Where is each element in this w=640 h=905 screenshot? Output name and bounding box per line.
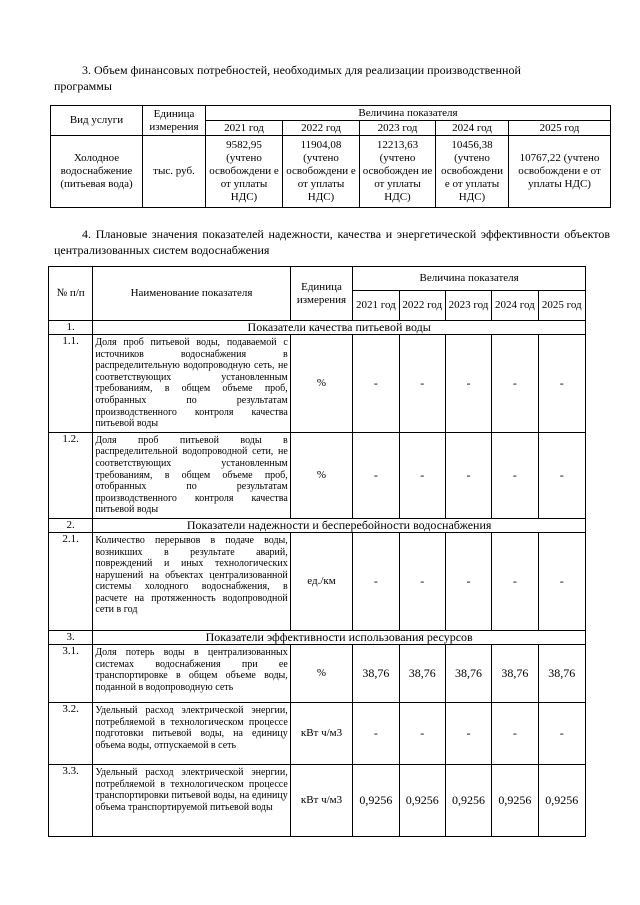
value-cell: 38,76 (445, 644, 491, 702)
unit-cell: % (290, 335, 352, 433)
value-cell: - (492, 335, 538, 433)
indicator-name: Удельный расход электрической энергии, потребляемой в технологическом процессе транспортировки питьевой воды, на единицу объема транспортируемой питьевой воды (93, 764, 290, 836)
financial-needs-table (50, 105, 611, 208)
group-num: 1. (49, 321, 93, 335)
year-header: 2022 год (283, 121, 360, 136)
unit-cell: % (290, 432, 352, 518)
value-cell: 38,76 (399, 644, 445, 702)
row-num: 2.1. (49, 532, 93, 630)
section3-title-line1: 3. Объем финансовых потребностей, необходимых для реализации производственной (82, 63, 521, 77)
value-cell: - (492, 702, 538, 764)
value-cell: - (353, 432, 399, 518)
value-cell: - (445, 702, 491, 764)
group-title: Показатели эффективности использования ресурсов (93, 630, 586, 644)
value-cell: - (399, 432, 445, 518)
value-cell: - (538, 532, 585, 630)
value-cell: - (538, 702, 585, 764)
value-cell: - (538, 335, 585, 433)
value-cell: 11904,08 (учтено освобождени е от уплаты НДС) (283, 136, 360, 208)
col-unit-header: Единица измерения (290, 267, 352, 321)
col-unit-header: Единица измерения (143, 106, 206, 136)
section4-title: 4. Плановые значения показателей надежности, качества и энергетической эффективности объектов централизованных систем водоснабжения (54, 227, 610, 257)
col-value-header: Величина показателя (353, 267, 586, 291)
value-cell: - (445, 532, 491, 630)
indicator-name: Удельный расход электрической энергии, потребляемой в технологическом процессе подготовки питьевой воды, на единицу объема воды, отпускаемой в сеть (93, 702, 290, 764)
value-cell: 10456,38 (учтено освобождени е от уплаты НДС) (436, 136, 509, 208)
year-header: 2023 год (445, 291, 491, 321)
value-cell: 0,9256 (492, 764, 538, 836)
unit-cell: тыс. руб. (143, 136, 206, 208)
value-cell: - (399, 702, 445, 764)
year-header: 2021 год (206, 121, 283, 136)
service-cell: Холодное водоснабжение (питьевая вода) (51, 136, 143, 208)
group-num: 3. (49, 630, 93, 644)
value-cell: 38,76 (492, 644, 538, 702)
value-cell: - (492, 432, 538, 518)
indicator-name: Доля проб питьевой воды в распределительной водопроводной сети, не соответствующих установленным требованиям, в общем объеме проб, отобранных по результатам производственного контроля качества питьевой воды (93, 432, 290, 518)
value-cell: - (353, 702, 399, 764)
unit-cell: кВт ч/м3 (290, 702, 352, 764)
col-num-header: № п/п (49, 267, 93, 321)
value-cell: 0,9256 (399, 764, 445, 836)
row-num: 3.2. (49, 702, 93, 764)
value-cell: - (399, 532, 445, 630)
unit-cell: ед./км (290, 532, 352, 630)
value-cell: 0,9256 (353, 764, 399, 836)
unit-cell: кВт ч/м3 (290, 764, 352, 836)
value-cell: 10767,22 (учтено освобождени е от уплаты НДС) (509, 136, 611, 208)
year-header: 2022 год (399, 291, 445, 321)
value-cell: - (445, 432, 491, 518)
col-value-header: Величина показателя (206, 106, 611, 121)
indicators-table (48, 266, 586, 837)
col-name-header: Наименование показателя (93, 267, 290, 321)
value-cell: - (353, 335, 399, 433)
year-header: 2025 год (509, 121, 611, 136)
indicator-name: Доля потерь воды в централизованных системах водоснабжения при ее транспортировке в общем объеме воды, поданной в водопроводную сеть (93, 644, 290, 702)
value-cell: 0,9256 (538, 764, 585, 836)
value-cell: - (445, 335, 491, 433)
value-cell: - (492, 532, 538, 630)
indicator-name: Доля проб питьевой воды, подаваемой с источников водоснабжения в распределительную водопроводную сеть, не соответствующих установленным требованиям, в общем объеме проб, отобранных по результатам производственного контроля качества питьевой воды (93, 335, 290, 433)
row-num: 1.1. (49, 335, 93, 433)
row-num: 3.3. (49, 764, 93, 836)
group-title: Показатели надежности и бесперебойности водоснабжения (93, 518, 586, 532)
year-header: 2024 год (492, 291, 538, 321)
value-cell: 0,9256 (445, 764, 491, 836)
value-cell: - (399, 335, 445, 433)
section3-title (54, 62, 610, 94)
unit-cell: % (290, 644, 352, 702)
group-title: Показатели качества питьевой воды (93, 321, 586, 335)
value-cell: 12213,63 (учтено освобожден ие от уплаты НДС) (360, 136, 436, 208)
year-header: 2023 год (360, 121, 436, 136)
col-service-header: Вид услуги (51, 106, 143, 136)
value-cell: 38,76 (353, 644, 399, 702)
year-header: 2025 год (538, 291, 585, 321)
year-header: 2021 год (353, 291, 399, 321)
value-cell: - (538, 432, 585, 518)
group-num: 2. (49, 518, 93, 532)
row-num: 3.1. (49, 644, 93, 702)
row-num: 1.2. (49, 432, 93, 518)
section3-title-line2: программы (54, 79, 112, 93)
value-cell: 38,76 (538, 644, 585, 702)
year-header: 2024 год (436, 121, 509, 136)
value-cell: - (353, 532, 399, 630)
indicator-name: Количество перерывов в подаче воды, возникших в результате аварий, повреждений и иных технологических нарушений на объектах централизованной системы холодного водоснабжения, в расчете на протяженность водопроводной сети в год (93, 532, 290, 630)
value-cell: 9582,95 (учтено освобождени е от уплаты НДС) (206, 136, 283, 208)
